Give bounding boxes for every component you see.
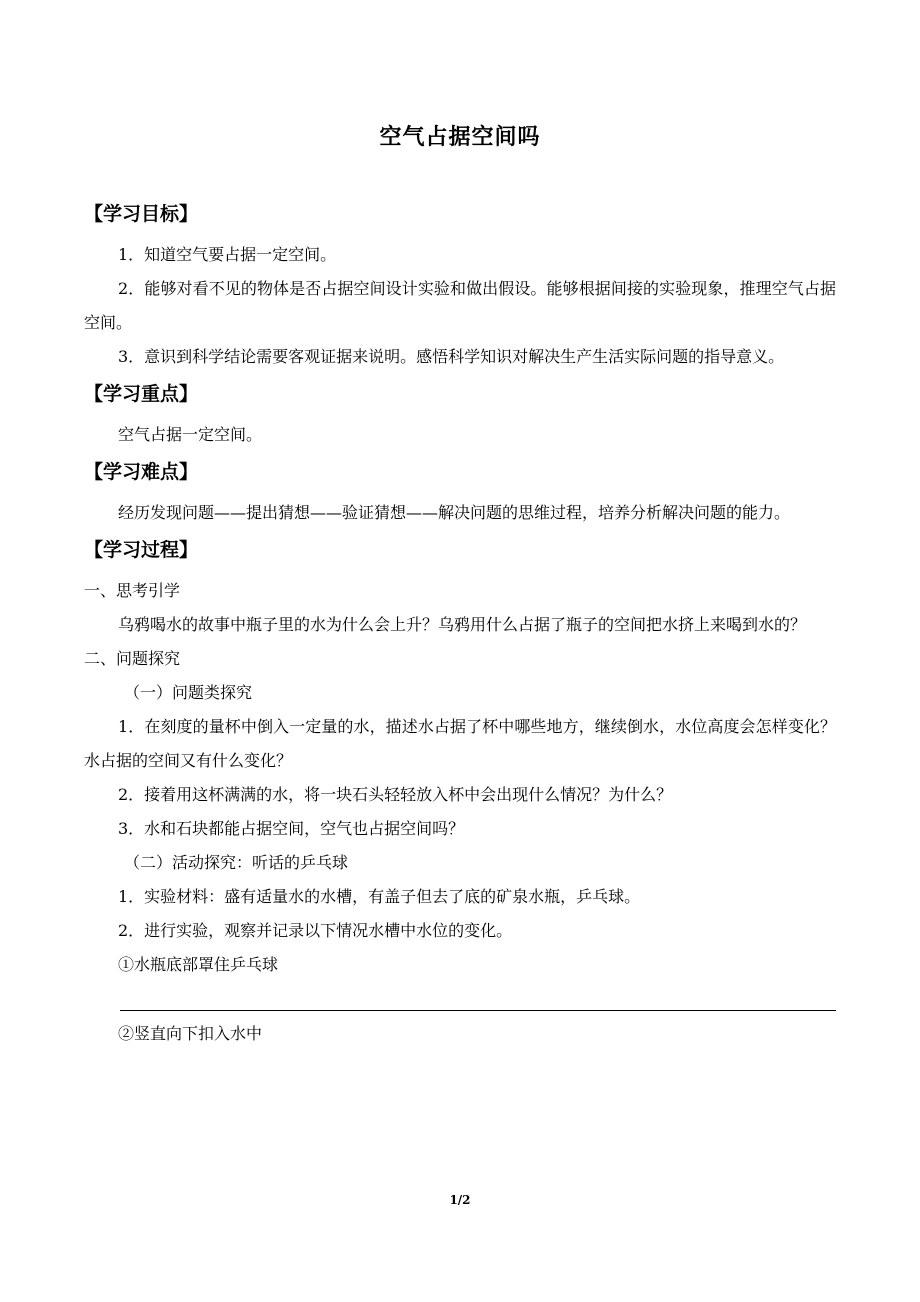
section-heading-goals: 【学习目标】 xyxy=(84,203,199,225)
part2-title: 二、问题探究 xyxy=(84,649,181,668)
subsection1-item-3: 3．水和石块都能占据空间，空气也占据空间吗？ xyxy=(118,819,465,838)
document-body xyxy=(84,202,836,1051)
page-title: 空气占据空间吗 xyxy=(379,125,541,150)
goal-item-1: 1．知道空气要占据一定空间。 xyxy=(118,245,337,264)
key-text: 空气占据一定空间。 xyxy=(118,425,263,444)
answer-line xyxy=(120,1010,836,1011)
subsection2-title: （二）活动探究：听话的乒乓球 xyxy=(124,853,349,872)
page-number: 1/2 xyxy=(449,1193,471,1207)
subsection1-item-1: 1．在刻度的量杯中倒入一定量的水，描述水占据了杯中哪些地方，继续倒水，水位高度会怎样变化？水占据的空间又有什么变化？ xyxy=(84,717,836,770)
subsection2-item-1: 1．实验材料：盛有适量水的水槽，有盖子但去了底的矿泉水瓶，乒乓球。 xyxy=(118,887,641,906)
subsection1-item-2: 2．接着用这杯满满的水，将一块石头轻轻放入杯中会出现什么情况？为什么？ xyxy=(118,785,673,804)
step-1: ①水瓶底部罩住乒乓球 xyxy=(118,955,279,974)
difficulty-text: 经历发现问题——提出猜想——验证猜想——解决问题的思维过程，培养分析解决问题的能力。 xyxy=(118,503,791,522)
step-2: ②竖直向下扣入水中 xyxy=(118,1024,263,1043)
section-heading-key: 【学习重点】 xyxy=(84,383,199,405)
part1-title: 一、思考引学 xyxy=(84,581,181,600)
goal-item-3: 3．意识到科学结论需要客观证据来说明。感悟科学知识对解决生产生活实际问题的指导意义。 xyxy=(118,347,785,366)
part1-text: 乌鸦喝水的故事中瓶子里的水为什么会上升？乌鸦用什么占据了瓶子的空间把水挤上来喝到水的？ xyxy=(118,615,807,634)
section-heading-process: 【学习过程】 xyxy=(84,539,199,561)
subsection2-item-2: 2．进行实验，观察并记录以下情况水槽中水位的变化。 xyxy=(118,921,513,940)
goal-item-2: 2．能够对看不见的物体是否占据空间设计实验和做出假设。能够根据间接的实验现象，推理空气占据空间。 xyxy=(84,279,836,332)
section-heading-difficulty: 【学习难点】 xyxy=(84,461,199,483)
subsection1-title: （一）问题类探究 xyxy=(124,683,253,702)
